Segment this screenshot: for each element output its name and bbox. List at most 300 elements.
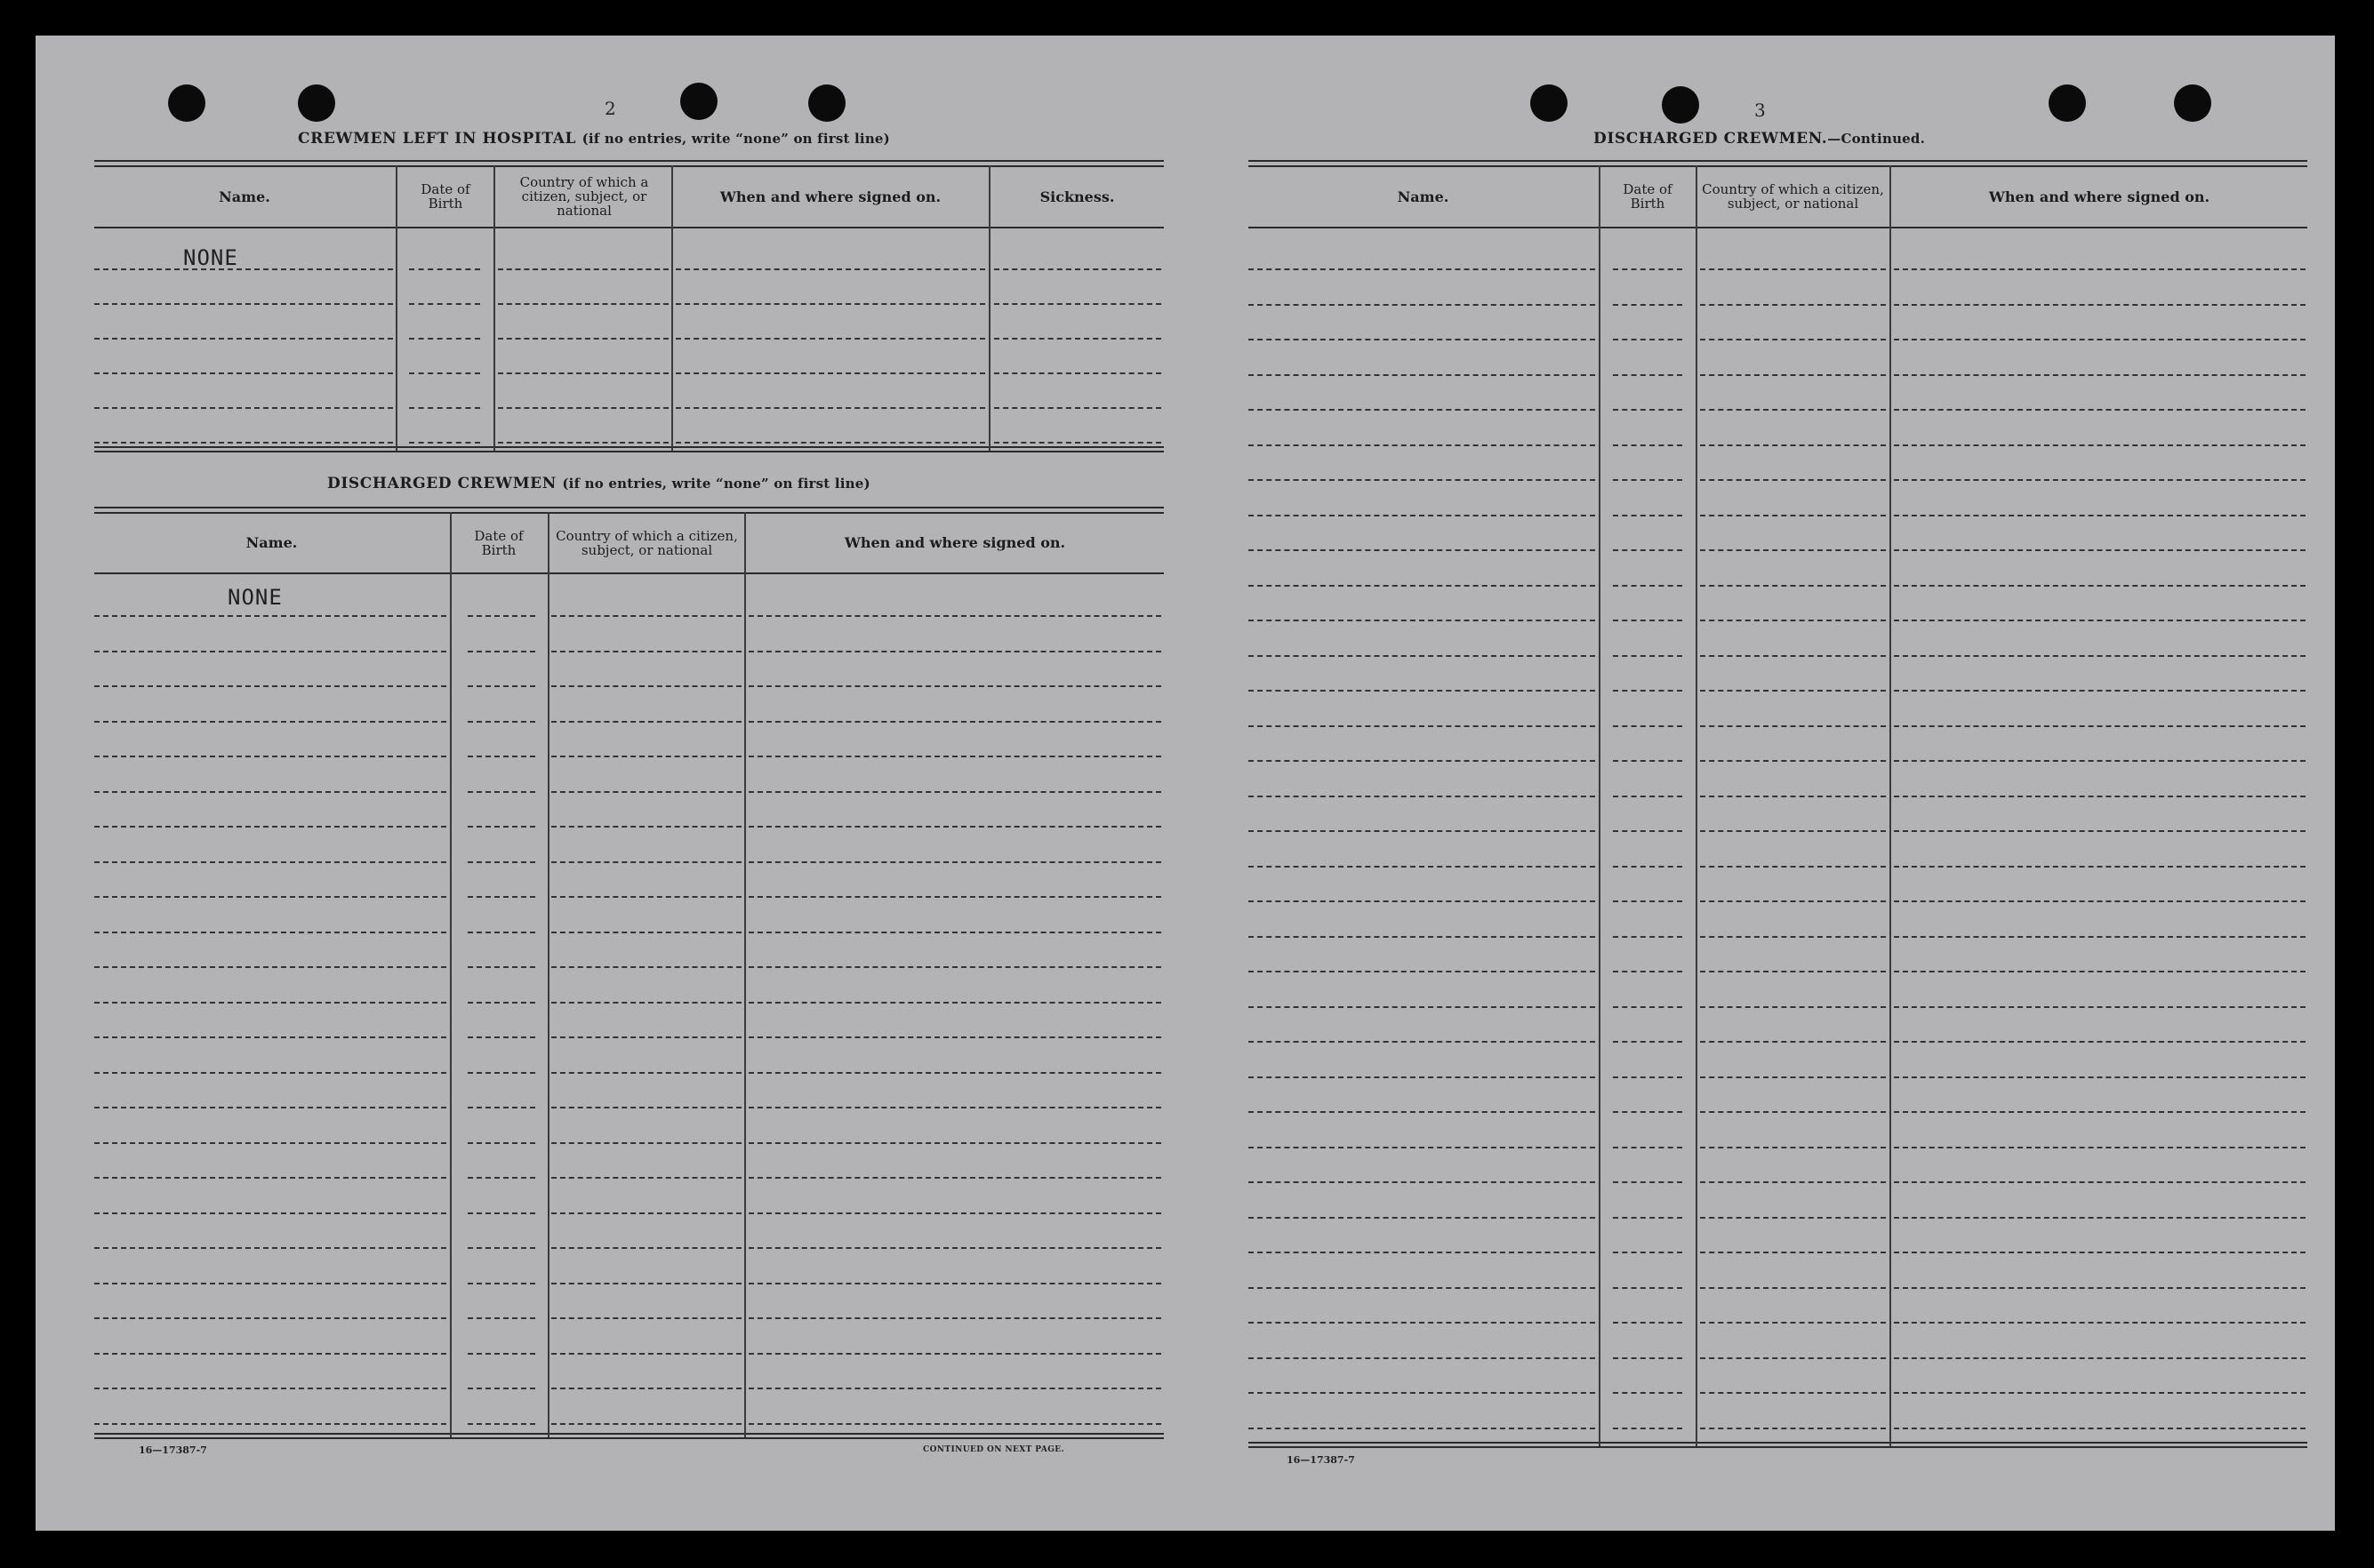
ruled-line <box>1894 549 2306 551</box>
hospital-col-sickness: Sickness. <box>1039 188 1115 205</box>
discharged-header-rule <box>94 572 1164 574</box>
punch-hole <box>1662 86 1699 124</box>
ruled-line <box>1613 1076 1682 1078</box>
discharged-bottom-rule <box>94 1433 1164 1435</box>
discharged-title-text: DISCHARGED CREWMEN <box>327 475 557 492</box>
ruled-line <box>1700 268 1886 270</box>
ruled-line <box>1248 760 1595 762</box>
ruled-line <box>1894 620 2306 621</box>
ruled-line <box>676 268 985 270</box>
ruled-line <box>551 861 742 863</box>
ruled-line <box>1613 760 1682 762</box>
ruled-line <box>409 338 480 340</box>
ruled-line <box>749 826 1161 828</box>
ruled-line <box>676 303 985 305</box>
ruled-line <box>498 268 669 270</box>
ruled-line <box>1248 549 1595 551</box>
discharged-col-country: Country of which a citizen, subject, or national <box>556 528 738 558</box>
right-col-signed-on: When and where signed on. <box>1988 188 2210 205</box>
ruled-line <box>749 1072 1161 1074</box>
ruled-line <box>551 966 742 968</box>
discharged-col-dob: Date of Birth <box>474 528 524 558</box>
ruled-line <box>551 1423 742 1425</box>
ruled-line <box>1700 760 1886 762</box>
ruled-line <box>468 1036 535 1038</box>
ruled-line <box>1894 900 2306 902</box>
right-bottom-rule-2 <box>1248 1446 2307 1448</box>
ruled-line <box>1248 479 1595 481</box>
punch-hole <box>298 84 335 122</box>
ruled-line <box>1700 549 1886 551</box>
ruled-line <box>1700 1076 1886 1078</box>
hospital-col-dob: Date of Birth <box>421 181 470 212</box>
ruled-line <box>1700 585 1886 587</box>
ruled-line <box>1894 515 2306 516</box>
ruled-line <box>1613 585 1682 587</box>
ruled-line <box>1700 409 1886 411</box>
ruled-line <box>1894 1252 2306 1253</box>
ruled-line <box>468 896 535 898</box>
ruled-line <box>498 303 669 305</box>
ruled-line <box>1613 830 1682 832</box>
ruled-line <box>94 1283 446 1284</box>
ruled-line <box>1894 409 2306 411</box>
ruled-line <box>1700 1147 1886 1148</box>
hospital-title-text: CREWMEN LEFT IN HOSPITAL <box>298 130 577 148</box>
ruled-line <box>94 1142 446 1144</box>
ruled-line <box>94 372 393 374</box>
hospital-top-rule <box>94 160 1164 162</box>
punch-hole <box>1530 84 1568 122</box>
ruled-line <box>749 1388 1161 1389</box>
ruled-line <box>1700 690 1886 692</box>
ruled-line <box>498 407 669 409</box>
ruled-line <box>551 1177 742 1179</box>
ruled-line <box>1894 796 2306 797</box>
ruled-line <box>1700 1357 1886 1359</box>
ruled-line <box>994 372 1161 374</box>
ruled-line <box>749 1283 1161 1284</box>
ruled-line <box>551 1072 742 1074</box>
ruled-line <box>1613 1041 1682 1043</box>
ruled-line <box>1700 971 1886 972</box>
ruled-line <box>994 442 1161 444</box>
punch-hole <box>2174 84 2211 122</box>
ruled-line <box>94 756 446 757</box>
ruled-line <box>1700 1252 1886 1253</box>
ruled-line <box>94 896 446 898</box>
ruled-line <box>468 1423 535 1425</box>
ruled-line <box>1613 971 1682 972</box>
ruled-line <box>551 756 742 757</box>
punch-hole <box>808 84 846 122</box>
ruled-line <box>468 826 535 828</box>
ruled-line <box>1894 1006 2306 1008</box>
ruled-line <box>1613 444 1682 446</box>
ruled-line <box>1248 725 1595 727</box>
ruled-line <box>1700 936 1886 938</box>
ruled-line <box>1700 866 1886 868</box>
ruled-line <box>1248 1252 1595 1253</box>
ruled-line <box>1894 1392 2306 1394</box>
ruled-line <box>551 932 742 933</box>
page-number-right: 3 <box>1754 100 1766 121</box>
ruled-line <box>1248 1147 1595 1148</box>
ruled-line <box>749 861 1161 863</box>
ruled-line <box>551 721 742 723</box>
ruled-line <box>409 268 480 270</box>
punch-hole <box>168 84 205 122</box>
discharged-top-rule <box>94 507 1164 508</box>
ruled-line <box>94 407 393 409</box>
ruled-line <box>994 303 1161 305</box>
ruled-line <box>468 721 535 723</box>
ruled-line <box>1894 725 2306 727</box>
ruled-line <box>94 966 446 968</box>
discharged-col-signed-on: When and where signed on. <box>844 534 1066 551</box>
ruled-line <box>749 896 1161 898</box>
ruled-line <box>94 1072 446 1074</box>
ruled-line <box>94 932 446 933</box>
ruled-line <box>676 338 985 340</box>
ruled-line <box>749 791 1161 793</box>
ruled-line <box>1613 620 1682 621</box>
discharged-col-divider <box>548 512 549 1437</box>
page-number-left: 2 <box>605 98 616 119</box>
right-bottom-rule <box>1248 1442 2307 1444</box>
ruled-line <box>409 372 480 374</box>
ruled-line <box>1613 515 1682 516</box>
ruled-line <box>1248 1392 1595 1394</box>
ruled-line <box>1613 690 1682 692</box>
ruled-line <box>1894 1181 2306 1183</box>
ruled-line <box>1613 1181 1682 1183</box>
ruled-line <box>749 615 1161 617</box>
ruled-line <box>1248 1428 1595 1429</box>
ruled-line <box>1700 1428 1886 1429</box>
ruled-line <box>1700 796 1886 797</box>
ruled-line <box>94 1002 446 1004</box>
ruled-line <box>1613 1322 1682 1324</box>
ruled-line <box>551 1317 742 1319</box>
ruled-line <box>1248 1287 1595 1289</box>
hospital-bottom-rule-2 <box>94 451 1164 452</box>
ruled-line <box>1248 900 1595 902</box>
ruled-line <box>94 826 446 828</box>
ruled-line <box>1613 866 1682 868</box>
ruled-line <box>468 1107 535 1108</box>
hospital-col-name: Name. <box>219 188 270 205</box>
ruled-line <box>498 372 669 374</box>
discharged-col-divider <box>450 512 452 1437</box>
discharged-col-divider <box>744 512 746 1437</box>
ruled-line <box>1700 1006 1886 1008</box>
ruled-line <box>676 442 985 444</box>
ruled-line <box>749 756 1161 757</box>
form-number-right: 16—17387-7 <box>1287 1454 1355 1466</box>
ruled-line <box>94 338 393 340</box>
ruled-line <box>994 268 1161 270</box>
ruled-line <box>1613 796 1682 797</box>
ruled-line <box>1700 655 1886 657</box>
ruled-line <box>1894 1322 2306 1324</box>
hospital-bottom-rule <box>94 446 1164 448</box>
ruled-line <box>551 1142 742 1144</box>
ruled-line <box>1613 1147 1682 1148</box>
ruled-line <box>1700 1287 1886 1289</box>
ruled-line <box>94 1107 446 1108</box>
discharged-first-entry: NONE <box>228 585 283 610</box>
ruled-line <box>1894 374 2306 376</box>
ruled-line <box>1894 1147 2306 1148</box>
ruled-line <box>94 861 446 863</box>
ruled-line <box>1894 760 2306 762</box>
ruled-line <box>1700 1111 1886 1113</box>
ruled-line <box>409 442 480 444</box>
ruled-line <box>994 338 1161 340</box>
ruled-line <box>1700 725 1886 727</box>
right-col-divider <box>1696 165 1697 1446</box>
ruled-line <box>551 1283 742 1284</box>
ruled-line <box>551 791 742 793</box>
ruled-line <box>749 685 1161 687</box>
ruled-line <box>1894 690 2306 692</box>
ruled-line <box>1613 936 1682 938</box>
ruled-line <box>468 651 535 652</box>
ruled-line <box>468 615 535 617</box>
ruled-line <box>1613 549 1682 551</box>
ruled-line <box>1248 304 1595 306</box>
right-col-divider <box>1889 165 1891 1446</box>
ruled-line <box>1613 900 1682 902</box>
ruled-line <box>1700 444 1886 446</box>
ruled-line <box>94 1423 446 1425</box>
ruled-line <box>1700 374 1886 376</box>
ruled-line <box>1700 830 1886 832</box>
ruled-line <box>1700 1392 1886 1394</box>
discharged-title-note: (if no entries, write “none” on first line) <box>562 476 870 492</box>
ruled-line <box>409 303 480 305</box>
ruled-line <box>1894 339 2306 340</box>
ruled-line <box>94 1388 446 1389</box>
ruled-line <box>1894 936 2306 938</box>
discharged-bottom-rule-2 <box>94 1437 1164 1439</box>
hospital-col-signed-on: When and where signed on. <box>719 188 942 205</box>
ruled-line <box>1248 585 1595 587</box>
right-title-text: DISCHARGED CREWMEN. <box>1593 130 1828 148</box>
ruled-line <box>749 1036 1161 1038</box>
ruled-line <box>1248 796 1595 797</box>
ruled-line <box>749 1353 1161 1355</box>
ruled-line <box>468 791 535 793</box>
hospital-first-entry: NONE <box>183 245 238 270</box>
ruled-line <box>94 1317 446 1319</box>
ruled-line <box>749 932 1161 933</box>
ruled-line <box>468 932 535 933</box>
hospital-col-country: Country of which a citizen, subject, or national <box>519 174 649 219</box>
ruled-line <box>1613 339 1682 340</box>
ruled-line <box>409 407 480 409</box>
ruled-line <box>551 651 742 652</box>
ruled-line <box>94 1212 446 1214</box>
ruled-line <box>94 1036 446 1038</box>
ruled-line <box>1248 268 1595 270</box>
ruled-line <box>1248 409 1595 411</box>
discharged-section-title <box>327 475 870 492</box>
ruled-line <box>1700 1217 1886 1219</box>
ruled-line <box>468 1002 535 1004</box>
ruled-line <box>676 372 985 374</box>
hospital-col-divider <box>493 165 495 451</box>
ruled-line <box>1894 1217 2306 1219</box>
ruled-line <box>1248 1322 1595 1324</box>
ruled-line <box>1613 1287 1682 1289</box>
ruled-line <box>749 1002 1161 1004</box>
ruled-line <box>551 1107 742 1108</box>
ruled-line <box>1894 268 2306 270</box>
ruled-line <box>749 1247 1161 1249</box>
ruled-line <box>1700 479 1886 481</box>
ruled-line <box>1700 1041 1886 1043</box>
ruled-line <box>1248 1041 1595 1043</box>
ruled-line <box>749 1107 1161 1108</box>
ruled-line <box>468 1247 535 1249</box>
ruled-line <box>1700 620 1886 621</box>
ruled-line <box>94 303 393 305</box>
ruled-line <box>94 685 446 687</box>
right-col-divider <box>1599 165 1600 1446</box>
ruled-line <box>468 1353 535 1355</box>
ruled-line <box>94 1177 446 1179</box>
document-spread <box>36 36 2335 1531</box>
ruled-line <box>1700 1322 1886 1324</box>
right-col-country: Country of which a citizen, subject, or national <box>1702 181 1884 212</box>
ruled-line <box>468 1317 535 1319</box>
punch-hole <box>2049 84 2086 122</box>
ruled-line <box>1894 479 2306 481</box>
ruled-line <box>1613 1357 1682 1359</box>
ruled-line <box>1894 1076 2306 1078</box>
ruled-line <box>994 407 1161 409</box>
ruled-line <box>1894 1041 2306 1043</box>
hospital-col-divider <box>396 165 397 451</box>
discharged-col-name: Name. <box>245 534 298 551</box>
ruled-line <box>1894 866 2306 868</box>
ruled-line <box>1248 339 1595 340</box>
punch-hole <box>680 83 718 120</box>
ruled-line <box>749 651 1161 652</box>
ruled-line <box>1894 1111 2306 1113</box>
ruled-line <box>551 1353 742 1355</box>
ruled-line <box>468 1177 535 1179</box>
ruled-line <box>1248 971 1595 972</box>
ruled-line <box>468 861 535 863</box>
ruled-line <box>468 966 535 968</box>
ruled-line <box>94 791 446 793</box>
ruled-line <box>1894 304 2306 306</box>
hospital-title-note: (if no entries, write “none” on first line) <box>581 131 890 147</box>
ruled-line <box>551 1036 742 1038</box>
ruled-line <box>1613 1217 1682 1219</box>
right-header-rule <box>1248 227 2307 228</box>
ruled-line <box>468 1142 535 1144</box>
ruled-line <box>1613 268 1682 270</box>
continued-note: CONTINUED ON NEXT PAGE. <box>923 1445 1065 1454</box>
ruled-line <box>749 1142 1161 1144</box>
ruled-line <box>749 721 1161 723</box>
ruled-line <box>749 1212 1161 1214</box>
ruled-line <box>94 442 393 444</box>
right-col-dob: Date of Birth <box>1623 181 1672 212</box>
ruled-line <box>551 1247 742 1249</box>
ruled-line <box>1248 1006 1595 1008</box>
ruled-line <box>498 442 669 444</box>
ruled-line <box>1613 1006 1682 1008</box>
ruled-line <box>468 1072 535 1074</box>
ruled-line <box>1613 1392 1682 1394</box>
ruled-line <box>468 685 535 687</box>
ruled-line <box>551 1212 742 1214</box>
ruled-line <box>1613 1428 1682 1429</box>
ruled-line <box>551 1002 742 1004</box>
ruled-line <box>1613 655 1682 657</box>
ruled-line <box>1248 1357 1595 1359</box>
ruled-line <box>551 896 742 898</box>
ruled-line <box>94 1247 446 1249</box>
ruled-line <box>94 651 446 652</box>
ruled-line <box>1613 304 1682 306</box>
ruled-line <box>1613 409 1682 411</box>
form-number-left: 16—17387-7 <box>139 1444 207 1456</box>
ruled-line <box>749 1177 1161 1179</box>
right-section-title <box>1593 130 1925 148</box>
ruled-line <box>1248 620 1595 621</box>
ruled-line <box>1700 1181 1886 1183</box>
ruled-line <box>1248 1217 1595 1219</box>
hospital-section-title <box>298 130 890 148</box>
ruled-line <box>94 1353 446 1355</box>
ruled-line <box>468 1388 535 1389</box>
ruled-line <box>498 338 669 340</box>
ruled-line <box>1248 444 1595 446</box>
ruled-line <box>1248 1181 1595 1183</box>
ruled-line <box>1248 1076 1595 1078</box>
ruled-line <box>1248 655 1595 657</box>
ruled-line <box>1248 515 1595 516</box>
ruled-line <box>1894 585 2306 587</box>
ruled-line <box>749 1317 1161 1319</box>
ruled-line <box>1613 479 1682 481</box>
ruled-line <box>1894 444 2306 446</box>
ruled-line <box>1248 374 1595 376</box>
ruled-line <box>1894 655 2306 657</box>
ruled-line <box>1894 1428 2306 1429</box>
hospital-header-rule <box>94 227 1164 228</box>
ruled-line <box>1700 515 1886 516</box>
ruled-line <box>1894 1357 2306 1359</box>
ruled-line <box>468 1212 535 1214</box>
ruled-line <box>1248 830 1595 832</box>
ruled-line <box>1894 1287 2306 1289</box>
ruled-line <box>551 615 742 617</box>
right-title-suffix: —Continued. <box>1827 131 1926 147</box>
ruled-line <box>468 1283 535 1284</box>
right-top-rule <box>1248 160 2307 162</box>
ruled-line <box>94 721 446 723</box>
ruled-line <box>1248 936 1595 938</box>
ruled-line <box>1894 971 2306 972</box>
ruled-line <box>94 268 393 270</box>
